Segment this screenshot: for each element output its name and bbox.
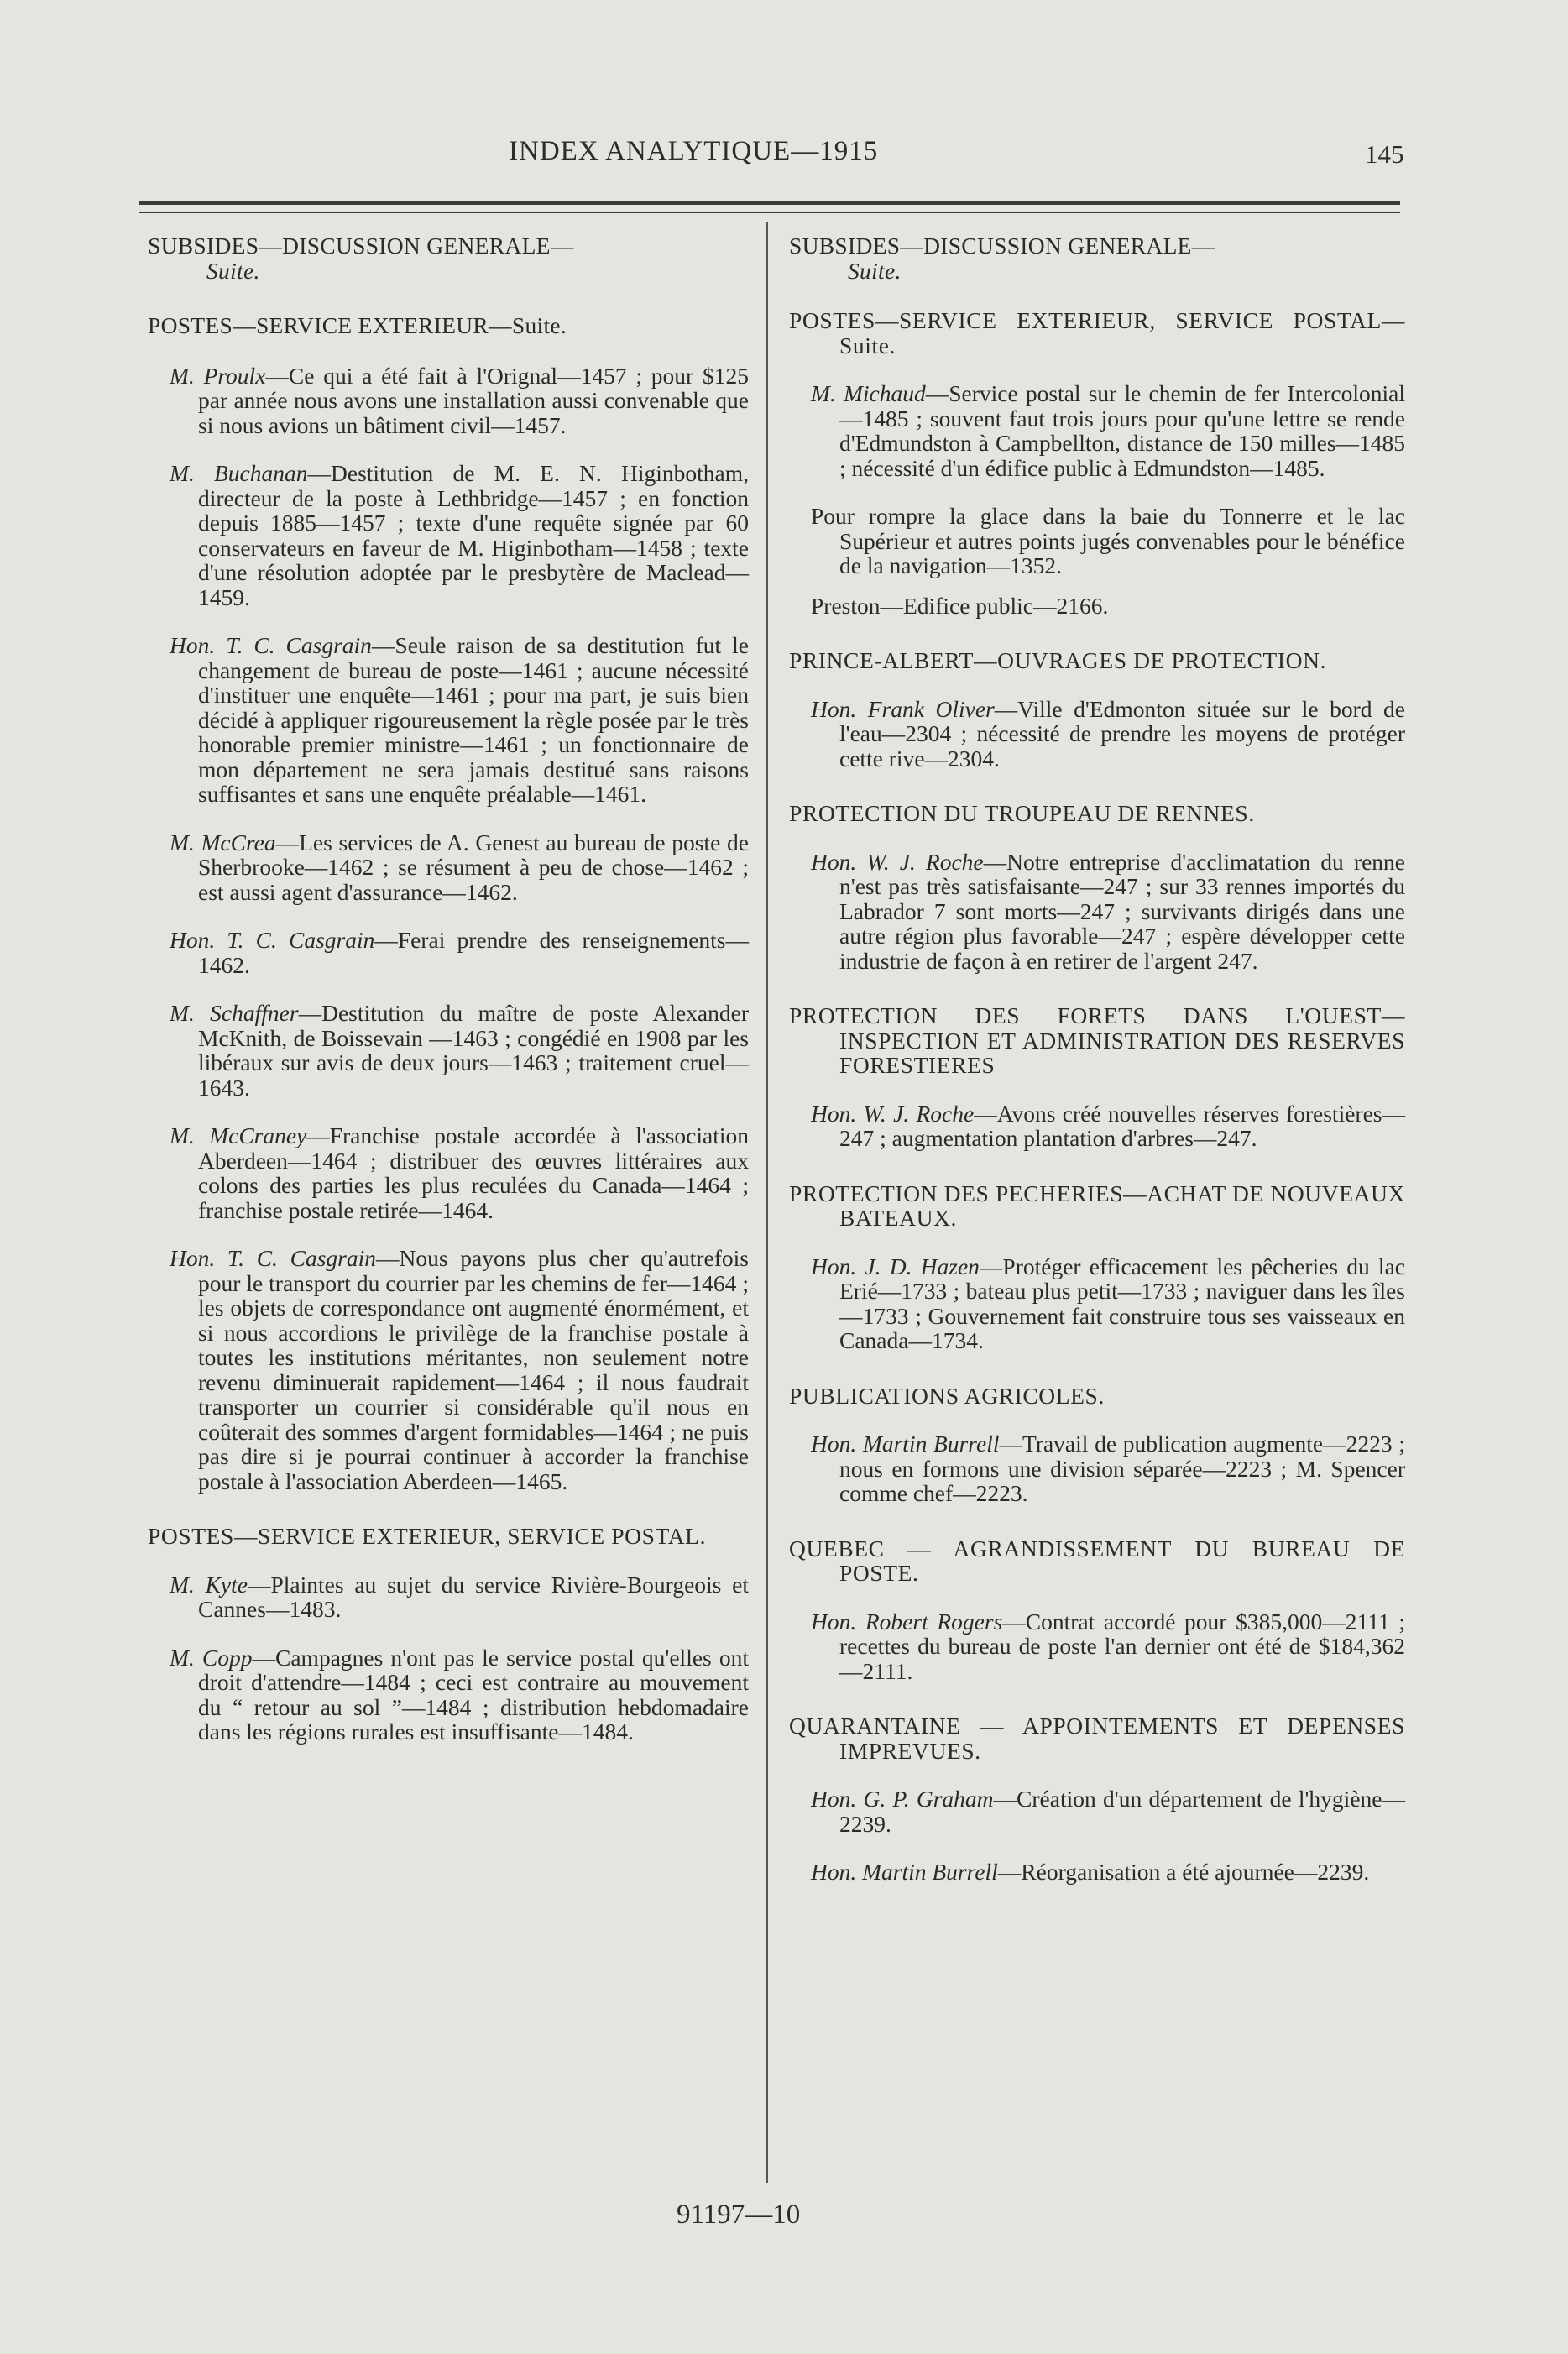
subject-heading: PROTECTION DU TROUPEAU DE RENNES. xyxy=(789,800,1255,826)
running-title: INDEX ANALYTIQUE—1915 xyxy=(509,136,879,166)
index-entry xyxy=(148,1123,749,1222)
entry-text: —Franchise postale accordée à l'association Aberdeen—1464 ; distribuer des œuvres littéraires aux colons des parties les plus reculées du Canada—1464 ; franchise postale retirée—1464. xyxy=(198,1122,749,1223)
subject-heading: QUARANTAINE — APPOINTEMENTS ET DEPENSES IMPREVUES. xyxy=(789,1713,1405,1764)
entry-text: —Les services de A. Genest au bureau de poste de Sherbrooke—1462 ; se résument à peu de chose—1462 ; est aussi agent d'assurance—1462. xyxy=(198,829,749,905)
speaker: Hon. Frank Oliver xyxy=(811,695,995,722)
speaker: Hon. T. C. Casgrain xyxy=(170,1245,376,1271)
speaker: M. McCraney xyxy=(170,1122,307,1148)
speaker: Hon. Martin Burrell xyxy=(811,1859,998,1885)
section-heading-suite: Suite. xyxy=(848,257,902,284)
speaker: M. Kyte xyxy=(170,1571,248,1598)
subject-heading: QUEBEC — AGRANDISSEMENT DU BUREAU DE POSTE. xyxy=(789,1535,1405,1586)
speaker: M. Buchanan xyxy=(170,460,308,486)
index-entry xyxy=(148,1246,749,1493)
speaker: M. Proulx xyxy=(170,362,266,389)
subject-heading: PUBLICATIONS AGRICOLES. xyxy=(789,1382,1105,1409)
section-heading-text: SUBSIDES—DISCUSSION GENERALE— xyxy=(148,233,574,259)
column-divider xyxy=(766,222,768,2183)
entry-text: —Avons créé nouvelles réserves forestières—247 ; augmentation plantation d'arbres—247. xyxy=(839,1100,1405,1151)
subject-heading: PRINCE-ALBERT—OUVRAGES DE PROTECTION. xyxy=(789,647,1327,673)
entry-text: —Protéger efficacement les pêcheries du lac Erié—1733 ; bateau plus petit—1733 ; naviguer dans les îles —1733 ; Gouvernement fait construire tous ses vaisseaux en Canada—1734. xyxy=(839,1253,1405,1353)
index-entry xyxy=(148,1572,749,1622)
right-column xyxy=(789,233,1405,1908)
entry-text: —Nous payons plus cher qu'autrefois pour le transport du courrier par les chemins de fer—1464 ; les objets de correspondance ont augmenté énormément, et si nous accordions le privilège de la franchise postale à toutes les institutions méritantes, non seulement notre revenu diminuerait rapidement—1464 ; il nous faudrait transporter un courrier si considérable qu'il nous en coûterait des sommes d'argent formidables—1464 ; ne puis pas dire si je pourrai continuer à accorder la franchise postale à l'association Aberdeen—1465. xyxy=(198,1245,750,1494)
index-entry xyxy=(789,850,1405,974)
entry-text: —Plaintes au sujet du service Rivière-Bourgeois et Cannes—1483. xyxy=(198,1571,749,1622)
subject-heading: PROTECTION DES FORETS DANS L'OUEST—INSPECTION ET ADMINISTRATION DES RESERVES FORESTIERES xyxy=(789,1002,1405,1078)
speaker: M. Schaffner xyxy=(170,1000,299,1026)
section-heading xyxy=(789,233,1405,283)
speaker: Hon. Martin Burrell xyxy=(811,1431,1000,1457)
entry-text: —Ferai prendre des renseignements—1462. xyxy=(198,927,749,978)
speaker: Hon. W. J. Roche xyxy=(811,848,984,875)
subject-heading: PROTECTION DES PECHERIES—ACHAT DE NOUVEAUX BATEAUX. xyxy=(789,1180,1405,1231)
header-rule xyxy=(139,201,1400,205)
index-entry xyxy=(789,1786,1405,1836)
left-column xyxy=(148,233,749,1768)
index-entry xyxy=(789,1860,1405,1885)
speaker: Hon. T. C. Casgrain xyxy=(170,632,372,658)
index-entry xyxy=(789,1431,1405,1506)
index-entry xyxy=(789,1101,1405,1151)
entry-text: —Ce qui a été fait à l'Orignal—1457 ; pour $125 par année nous avons une installation aussi convenable que si nous avions un bâtiment civil—1457. xyxy=(198,362,749,438)
speaker: Hon. Robert Rogers xyxy=(811,1608,1003,1635)
speaker: Hon. J. D. Hazen xyxy=(811,1253,980,1279)
index-entry xyxy=(789,381,1405,480)
index-entry xyxy=(789,1609,1405,1684)
index-entry xyxy=(148,364,749,438)
printer-signature: 91197—10 xyxy=(677,2200,801,2230)
index-entry-plain: Pour rompre la glace dans la baie du Tonnerre et le lac Supérieur et autres points jugés convenables pour le bénéfice de la navigation—1352. xyxy=(811,503,1405,578)
index-entry xyxy=(148,928,749,977)
speaker: Hon. G. P. Graham xyxy=(811,1786,994,1812)
section-heading-text: SUBSIDES—DISCUSSION GENERALE— xyxy=(789,233,1215,259)
speaker: Hon. W. J. Roche xyxy=(811,1100,975,1127)
index-entry xyxy=(148,461,749,609)
page-number: 145 xyxy=(1365,139,1404,169)
index-entry xyxy=(789,1254,1405,1353)
sub-heading: POSTES—SERVICE EXTERIEUR—Suite. xyxy=(148,312,567,338)
section-heading-suite: Suite. xyxy=(206,257,260,284)
index-entry xyxy=(148,1001,749,1100)
index-entry xyxy=(789,697,1405,772)
entry-text: —Notre entreprise d'acclimatation du renne n'est pas très satisfaisante—247 ; sur 33 rennes importés du Labrador 7 sont morts—247 ; survivants dirigés dans une autre région plus favorable—247 ; espère développer cette industrie de façon à en retirer de l'argent 247. xyxy=(839,848,1405,974)
section-heading xyxy=(148,233,749,283)
speaker: Hon. T. C. Casgrain xyxy=(170,927,375,953)
index-entry xyxy=(148,830,749,905)
entry-text: —Contrat accordé pour $385,000—2111 ; recettes du bureau de poste l'an dernier ont été de $184,362—2111. xyxy=(839,1608,1405,1684)
index-entry xyxy=(148,633,749,807)
entry-text: —Destitution de M. E. N. Higinbotham, directeur de la poste à Lethbridge—1457 ; en fonction depuis 1885—1457 ; texte d'une requête signée par 60 conservateurs en faveur de M. Higinbotham—1458 ; texte d'une résolution adoptée par le presbytère de Maclead—1459. xyxy=(198,460,749,610)
subject-heading: POSTES—SERVICE EXTERIEUR, SERVICE POSTAL. xyxy=(148,1523,707,1549)
entry-text: —Seule raison de sa destitution fut le changement de bureau de poste—1461 ; aucune nécessité d'instituer une enquête—1461 ; pour ma part, je suis bien décidé à appliquer rigoureusement la règle posée par le très honorable premier ministre—1461 ; un fonctionnaire de mon département ne sera jamais destitué sans raisons suffisantes et sans une enquête préalable—1461. xyxy=(198,632,749,807)
entry-text: —Réorganisation a été ajournée—2239. xyxy=(997,1859,1370,1885)
entry-text: —Destitution du maître de poste Alexander McKnith, de Boissevain —1463 ; congédié en 1908 par les libéraux sur avis de deux jours—1463 ; traitement cruel—1643. xyxy=(198,1000,749,1101)
speaker: M. McCrea xyxy=(170,829,276,855)
entry-text: —Travail de publication augmente—2223 ; nous en formons une division séparée—2223 ; M. Spencer comme chef—2223. xyxy=(839,1431,1405,1506)
entry-text: —Campagnes n'ont pas le service postal qu'elles ont droit d'attendre—1484 ; ceci est contraire au mouvement du “ retour au sol ”—1484 ; distribution hebdomadaire dans les régions rurales est insuffisante—1484. xyxy=(198,1644,750,1745)
speaker: M. Copp xyxy=(170,1644,253,1671)
sub-heading: POSTES—SERVICE EXTERIEUR, SERVICE POSTAL—Suite. xyxy=(789,307,1405,358)
index-entry xyxy=(148,1645,749,1745)
speaker: M. Michaud xyxy=(811,380,926,406)
index-entry-plain: Preston—Edifice public—2166. xyxy=(811,592,1109,619)
header-rule-thin xyxy=(139,212,1400,213)
entry-text: —Service postal sur le chemin de fer Intercolonial—1485 ; souvent faut trois jours pour qu'une lettre se rende d'Edmundston à Campbellton, distance de 150 milles—1485 ; nécessité d'un édifice public à Edmundston—1485. xyxy=(839,380,1405,481)
entry-text: —Ville d'Edmonton située sur le bord de l'eau—2304 ; nécessité de prendre les moyens de protéger cette rive—2304. xyxy=(839,695,1405,772)
entry-text: —Création d'un département de l'hygiène—2239. xyxy=(839,1786,1405,1837)
